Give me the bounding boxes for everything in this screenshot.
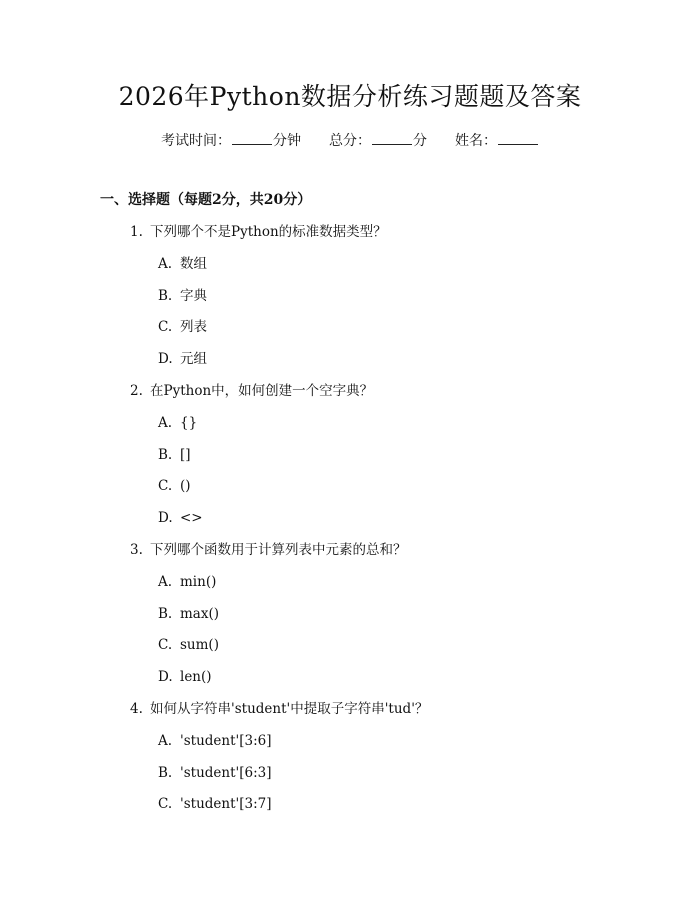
total-score-blank [372, 130, 412, 145]
option-letter: D. [158, 669, 173, 686]
option-letter: B. [158, 764, 173, 781]
question-item [0, 540, 700, 699]
option-item [0, 731, 700, 763]
question-text-row [0, 699, 700, 731]
exam-time-field [161, 130, 301, 151]
question-text: 如何从字符串'student'中提取子字符串'tud'？ [150, 700, 429, 717]
exam-time-blank [232, 130, 272, 145]
option-item [0, 508, 700, 540]
option-letter: C. [158, 319, 173, 336]
option-item [0, 317, 700, 349]
option-text: [] [180, 446, 191, 463]
question-text-row [0, 222, 700, 254]
option-letter: A. [158, 732, 173, 749]
exam-time-label: 考试时间： [161, 133, 231, 149]
total-score-field [329, 130, 427, 151]
name-field [455, 130, 539, 151]
option-letter: C. [158, 796, 173, 813]
option-list [0, 254, 700, 381]
option-text: sum() [180, 637, 219, 654]
section-title: 一、选择题（每题2分，共20分） [100, 192, 312, 208]
option-letter: B. [158, 287, 173, 304]
option-letter: A. [158, 414, 173, 431]
question-item [0, 699, 700, 826]
option-item [0, 349, 700, 381]
question-number: 1. [130, 224, 143, 240]
option-item [0, 635, 700, 667]
option-text: 'student'[6:3] [180, 764, 272, 781]
total-score-label: 总分： [329, 133, 371, 149]
option-item [0, 286, 700, 318]
option-item [0, 476, 700, 508]
option-text: <> [180, 510, 203, 527]
question-item [0, 381, 700, 540]
question-number: 4. [130, 700, 143, 717]
question-text-row [0, 540, 700, 572]
option-letter: C. [158, 637, 173, 654]
option-item [0, 794, 700, 826]
option-item [0, 604, 700, 636]
name-blank [498, 130, 538, 145]
option-letter: B. [158, 605, 173, 622]
option-text: {} [180, 414, 198, 431]
option-item [0, 667, 700, 699]
option-text: 字典 [180, 287, 207, 304]
total-score-unit: 分 [413, 133, 427, 149]
question-text: 在Python中，如何创建一个空字典？ [150, 382, 374, 399]
question-text-row [0, 381, 700, 413]
option-text: max() [180, 605, 219, 622]
option-letter: D. [158, 351, 173, 368]
option-text: 'student'[3:6] [180, 732, 272, 749]
option-item [0, 763, 700, 795]
option-list [0, 413, 700, 540]
option-item [0, 254, 700, 286]
question-text: 下列哪个不是Python的标准数据类型？ [150, 224, 387, 240]
option-text: 数组 [180, 255, 207, 272]
option-item [0, 413, 700, 445]
option-letter: A. [158, 573, 173, 590]
option-letter: B. [158, 446, 173, 463]
option-letter: C. [158, 478, 173, 495]
option-item [0, 445, 700, 477]
option-letter: D. [158, 510, 173, 527]
question-number: 2. [130, 382, 143, 399]
option-text: 元组 [180, 351, 207, 368]
option-text: min() [180, 573, 217, 590]
option-text: 列表 [180, 319, 207, 336]
option-text: () [180, 478, 191, 495]
question-text: 下列哪个函数用于计算列表中元素的总和？ [150, 541, 407, 558]
option-text: len() [180, 669, 212, 686]
option-text: 'student'[3:7] [180, 796, 272, 813]
question-list [0, 222, 700, 826]
question-item [0, 222, 700, 381]
exam-time-unit: 分钟 [273, 133, 301, 149]
document-title: 2026年Python数据分析练习题题及答案 [118, 82, 582, 111]
option-item [0, 572, 700, 604]
option-list [0, 731, 700, 826]
name-label: 姓名： [455, 133, 497, 149]
option-list [0, 572, 700, 699]
option-letter: A. [158, 255, 173, 272]
question-number: 3. [130, 541, 143, 558]
exam-info [0, 130, 700, 151]
